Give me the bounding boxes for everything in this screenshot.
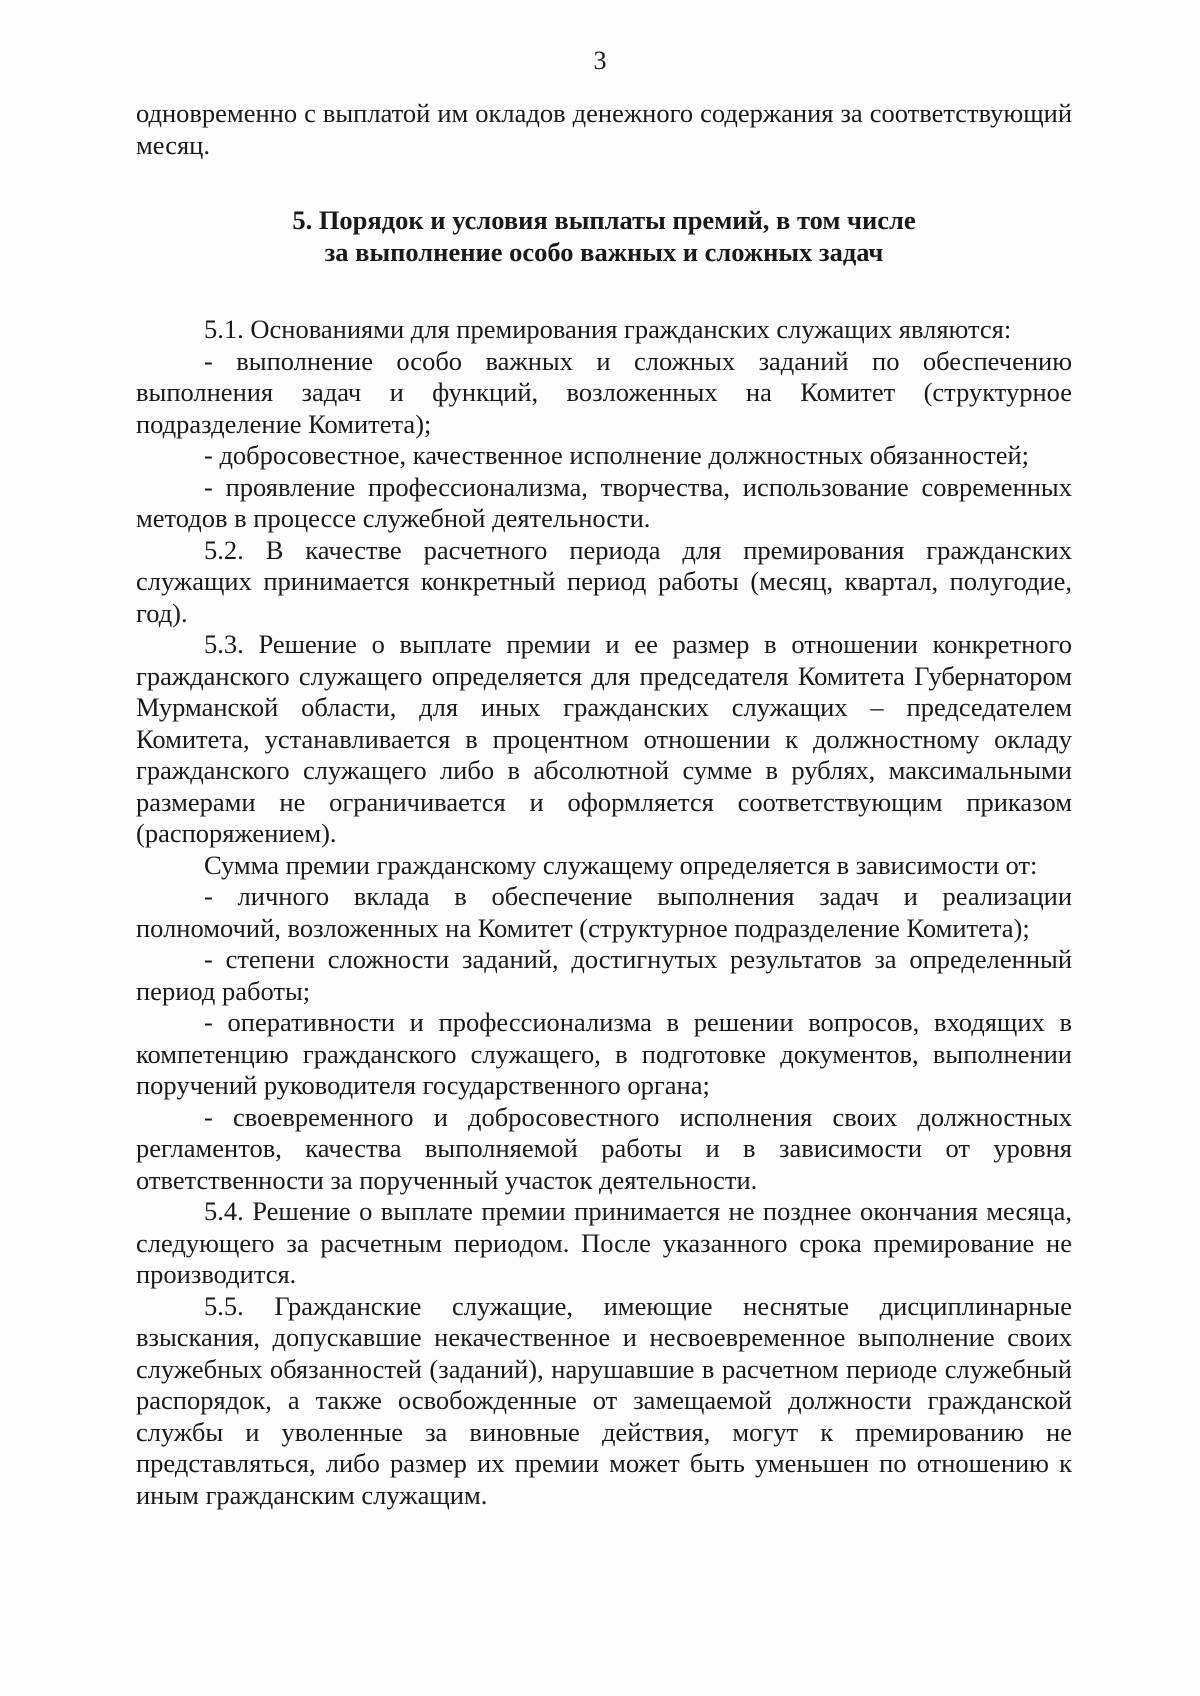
list-item-basis-2: - добросовестное, качественное исполнение должностных обязанностей;	[204, 440, 1030, 470]
page-number: 3	[593, 46, 607, 75]
list-item-basis-1: - выполнение особо важных и сложных заданий по обеспечению выполнения задач и функций, возложенных на Комитет (структурное подразделение Комитета);	[136, 345, 1072, 439]
list-item-factor-2: - степени сложности заданий, достигнутых результатов за определенный период работы;	[136, 944, 1072, 1006]
list-item-basis-3: - проявление профессионализма, творчества, использование современных методов в процессе служебной деятельности.	[136, 471, 1072, 533]
paragraph-5-3: 5.3. Решение о выплате премии и ее размер в отношении конкретного гражданского служащего определяется для председателя Комитета Губернатором Мурманской области, для иных гражданских служащих – председателем Комитета, устанавливается в процентном отношении к должностному окладу гражданского служащего либо в абсолютной сумме в рублях, максимальными размерами не ограничивается и оформляется соответствующим приказом (распоряжением).	[136, 629, 1072, 848]
paragraph-bonus-sum: Сумма премии гражданскому служащему определяется в зависимости от:	[204, 849, 1038, 880]
paragraph-5-2: 5.2. В качестве расчетного периода для премирования гражданских служащих принимается конкретный период работы (месяц, квартал, полугодие, год).	[136, 534, 1072, 628]
list-item-factor-4: - своевременного и добросовестного исполнения своих должностных регламентов, качества выполняемой работы и в зависимости от уровня ответственности за порученный участок деятельности.	[136, 1101, 1072, 1195]
intro-paragraph: одновременно с выплатой им окладов денежного содержания за соответствующий месяц.	[136, 98, 1072, 160]
paragraph-5-4: 5.4. Решение о выплате премии принимается не позднее окончания месяца, следующего за расчетным периодом. После указанного срока премирование не производится.	[136, 1196, 1072, 1289]
section-title-line-1: 5. Порядок и условия выплаты премий, в том числе	[292, 205, 916, 235]
list-item-factor-3: - оперативности и профессионализма в решении вопросов, входящих в компетенцию гражданского служащего, в подготовке документов, выполнении поручений руководителя государственного органа;	[136, 1007, 1072, 1100]
section-title	[136, 204, 1072, 268]
list-item-factor-1: - личного вклада в обеспечение выполнения задач и реализации полномочий, возложенных на Комитет (структурное подразделение Комитета);	[136, 881, 1072, 943]
paragraph-5-5: 5.5. Гражданские служащие, имеющие неснятые дисциплинарные взыскания, допускавшие некачественное и несвоевременное выполнение своих служебных обязанностей (заданий), нарушавшие в расчетном периоде служебный распорядок, а также освобожденные от замещаемой должности гражданской службы и уволенные за виновные действия, могут к премированию не представляться, либо размер их премии может быть уменьшен по отношению к иным гражданским служащим.	[136, 1290, 1072, 1510]
section-title-line-2: за выполнение особо важных и сложных задач	[324, 237, 884, 267]
section-body	[136, 314, 1072, 1511]
intro-block	[136, 98, 1072, 161]
paragraph-5-1: 5.1. Основаниями для премирования гражданских служащих являются:	[204, 314, 1012, 344]
